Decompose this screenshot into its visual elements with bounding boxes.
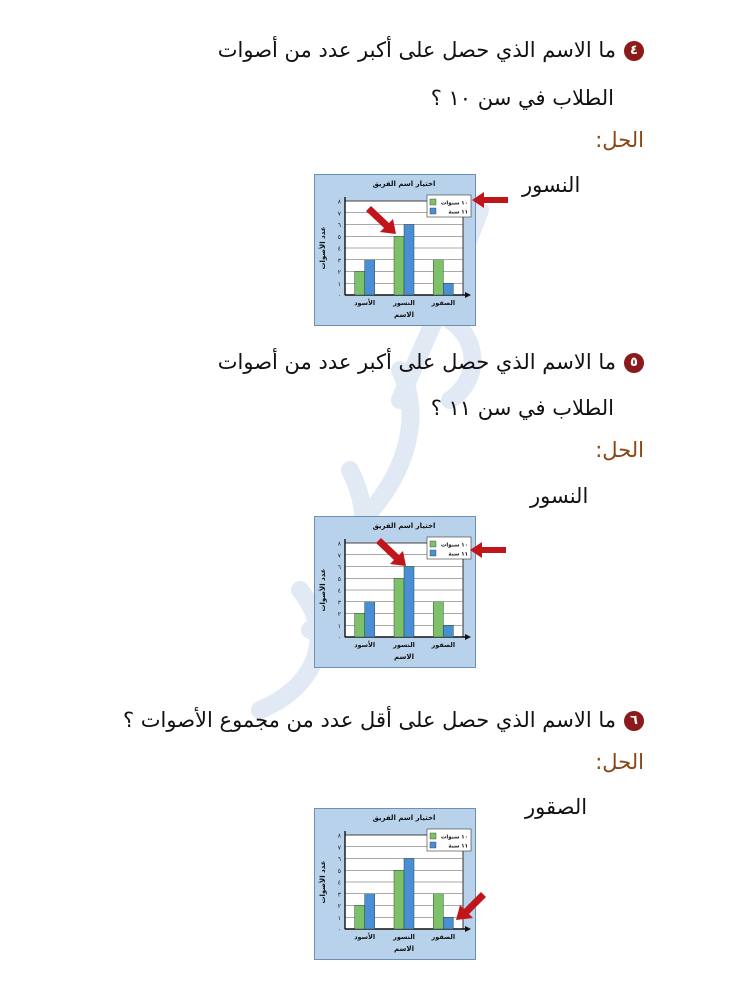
y-tick-label: ٤ [337,879,341,887]
bar [443,283,453,295]
legend-label: ١١ سنة [448,551,468,558]
bar [355,614,365,638]
x-tick-label: النسور [393,933,415,941]
answer-text: النسور [530,484,589,508]
bar-chart [314,174,476,326]
red-arrow-icon [366,206,396,234]
axis-arrow-icon [465,292,471,298]
y-tick-label: ٧ [337,844,341,852]
bar [443,917,453,929]
x-tick-label: النسور [393,641,415,649]
question-number-badge: ٦ [624,711,644,731]
legend-swatch [430,833,436,839]
bar [433,260,443,295]
y-tick-label: ٦ [337,222,341,229]
red-arrow-icon [470,542,506,558]
bar [365,894,375,929]
y-axis-label: عدد الأصوات [319,860,327,904]
y-tick-label: ٥ [337,575,341,583]
bar [394,236,404,295]
bar [404,225,414,296]
y-tick-label: ٦ [337,856,341,863]
bar-chart [314,808,476,960]
bar [355,272,365,296]
x-tick-label: النسور [393,299,415,307]
y-tick-label: ٧ [337,210,341,218]
x-tick-label: الصقور [431,641,456,649]
x-tick-label: الصقور [431,299,456,307]
x-axis-label: الاسم [394,311,414,319]
bar [443,625,453,637]
legend-label: ١٠ سنوات [440,834,468,841]
bar [365,260,375,295]
x-tick-label: الصقور [431,933,456,941]
chart-svg [315,175,475,325]
legend-swatch [430,842,436,848]
y-tick-label: ٠ [337,926,341,934]
chart-svg [315,809,475,959]
x-tick-label: الأسود [354,641,376,649]
y-tick-label: ٨ [337,540,341,548]
bar [404,567,414,638]
bar [394,870,404,929]
bar [404,859,414,930]
y-tick-label: ٣ [337,599,341,607]
legend-label: ١٠ سنوات [440,542,468,549]
y-tick-label: ٣ [337,257,341,265]
x-tick-label: الأسود [354,933,376,941]
bar [433,894,443,929]
bar [365,602,375,637]
solution-label: الحل: [595,128,644,152]
x-axis-label: الاسم [394,653,414,661]
x-tick-label: الأسود [354,299,376,307]
y-tick-label: ٧ [337,552,341,560]
chart-title: اختيار اسم الفريق [372,180,436,188]
y-tick-label: ١ [337,280,341,288]
question-5-line-2: الطلاب في سن ١١ ؟ [430,396,614,420]
question-5-line-1: ٥ما الاسم الذي حصل على أكبر عدد من أصوات [218,350,644,374]
axis-arrow-icon [465,634,471,640]
legend-label: ١٠ سنوات [440,200,468,207]
y-axis-label: عدد الأصوات [319,568,327,612]
y-tick-label: ٢ [337,611,341,618]
y-tick-label: ٢ [337,269,341,276]
y-tick-label: ٢ [337,903,341,910]
question-number-badge: ٤ [624,41,644,61]
x-axis-label: الاسم [394,945,414,953]
answer-text: الصقور [525,795,588,819]
question-4-line-1: ٤ما الاسم الذي حصل على أكبر عدد من أصوات [218,38,644,62]
chart-title: اختيار اسم الفريق [372,522,436,530]
axis-arrow-icon [465,926,471,932]
red-arrow-icon [472,192,508,208]
y-tick-label: ٣ [337,891,341,899]
bar [355,906,365,930]
question-4-line-2: الطلاب في سن ١٠ ؟ [430,86,614,110]
chart-title: اختيار اسم الفريق [372,814,436,822]
y-tick-label: ٨ [337,832,341,840]
y-tick-label: ١ [337,622,341,630]
legend-label: ١١ سنة [448,209,468,216]
answer-text: النسور [522,173,581,197]
question-number-badge: ٥ [624,353,644,373]
red-arrow-icon [456,892,486,920]
legend-swatch [430,550,436,556]
y-tick-label: ٥ [337,233,341,241]
y-tick-label: ١ [337,914,341,922]
legend-swatch [430,199,436,205]
question-6-line-1: ٦ما الاسم الذي حصل على أقل عدد من مجموع الأصوات ؟ [123,708,644,732]
bar [394,578,404,637]
y-tick-label: ٠ [337,292,341,300]
y-tick-label: ٠ [337,634,341,642]
solution-label: الحل: [595,750,644,774]
red-arrow-icon [376,538,406,566]
y-tick-label: ٥ [337,867,341,875]
legend-swatch [430,208,436,214]
solution-label: الحل: [595,438,644,462]
legend-swatch [430,541,436,547]
legend-label: ١١ سنة [448,843,468,850]
y-axis-label: عدد الأصوات [319,226,327,270]
bar [433,602,443,637]
y-tick-label: ٨ [337,198,341,206]
y-tick-label: ٦ [337,564,341,571]
y-tick-label: ٤ [337,245,341,253]
y-tick-label: ٤ [337,587,341,595]
